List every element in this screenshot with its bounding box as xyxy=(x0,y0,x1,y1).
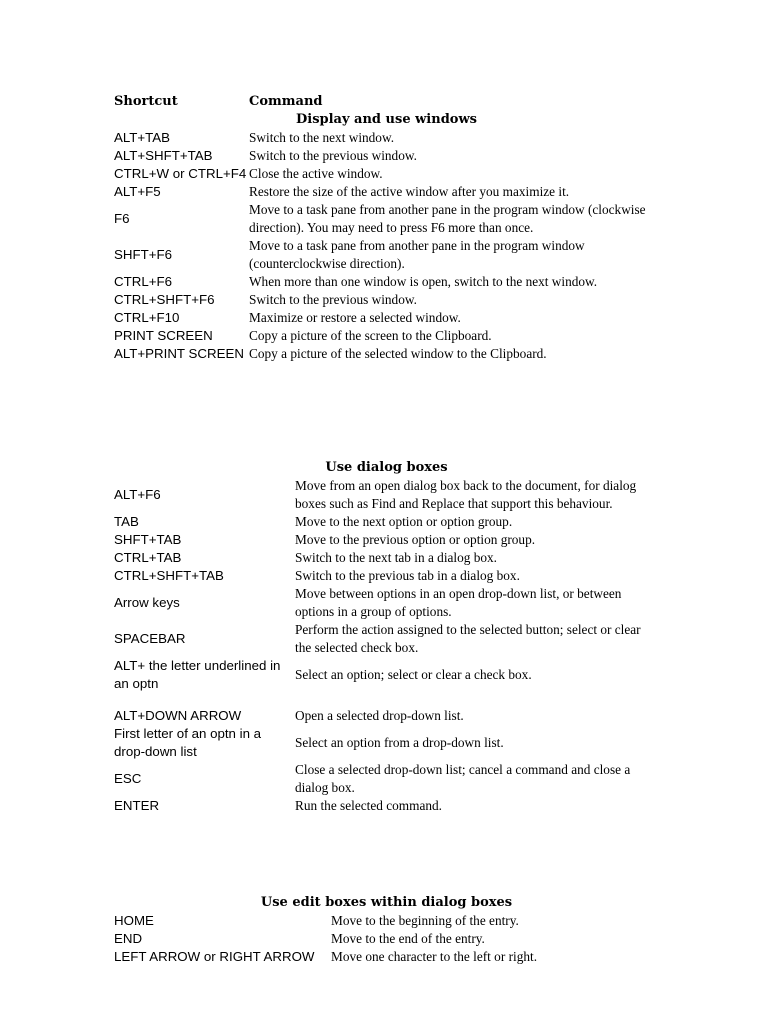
section-heading-row xyxy=(114,111,659,129)
command-text: Switch to the next window. xyxy=(249,130,395,145)
table-row xyxy=(114,948,659,966)
table-row xyxy=(114,291,659,309)
shortcut-key: CTRL+W or CTRL+F4 xyxy=(114,166,247,181)
table-row xyxy=(114,567,659,585)
shortcut-key: CTRL+TAB xyxy=(114,550,182,565)
table-row xyxy=(114,273,659,291)
shortcut-key: SHFT+F6 xyxy=(114,247,172,262)
command-text: Move to the end of the entry. xyxy=(331,931,485,946)
table-row xyxy=(114,621,659,657)
shortcut-key: LEFT ARROW or RIGHT ARROW xyxy=(114,949,315,964)
command-text: Switch to the previous window. xyxy=(249,292,417,307)
shortcut-key: CTRL+F10 xyxy=(114,310,180,325)
table-row xyxy=(114,201,659,237)
table-row xyxy=(114,477,659,513)
table-row xyxy=(114,165,659,183)
command-text: Maximize or restore a selected window. xyxy=(249,310,461,325)
table-row xyxy=(114,930,659,948)
shortcut-key: END xyxy=(114,931,143,946)
table-row xyxy=(114,761,659,797)
command-text: Switch to the previous window. xyxy=(249,148,417,163)
shortcut-table-dialog-boxes xyxy=(114,459,659,815)
table-row xyxy=(114,129,659,147)
shortcut-key: ALT+DOWN ARROW xyxy=(114,708,242,723)
shortcut-key: CTRL+SHFT+TAB xyxy=(114,568,224,583)
command-text: Move one character to the left or right. xyxy=(331,949,538,964)
shortcut-key: HOME xyxy=(114,913,154,928)
table-row xyxy=(114,327,659,345)
shortcut-key: F6 xyxy=(114,211,130,226)
table-row xyxy=(114,531,659,549)
table-row xyxy=(114,912,659,930)
table-row xyxy=(114,513,659,531)
table-row xyxy=(114,585,659,621)
command-text: Restore the size of the active window after you maximize it. xyxy=(249,184,570,199)
command-text: Move to a task pane from another pane in the program window (clockwise direction). You may need to press F6 more than once. xyxy=(249,202,646,235)
command-text: Perform the action assigned to the selected button; select or clear the selected check box. xyxy=(295,622,641,655)
command-text: Move between options in an open drop-down list, or between options in a group of options. xyxy=(295,586,622,619)
table-row xyxy=(114,657,659,693)
command-text: Copy a picture of the selected window to the Clipboard. xyxy=(249,346,547,361)
shortcut-key: TAB xyxy=(114,514,139,529)
shortcut-table-edit-boxes xyxy=(114,894,659,966)
shortcut-key: First letter of an optn in a drop-down list xyxy=(114,726,262,759)
command-column-header: Command xyxy=(249,94,323,109)
table-row xyxy=(114,183,659,201)
command-text: Close a selected drop-down list; cancel a command and close a dialog box. xyxy=(295,762,631,795)
command-text: Copy a picture of the screen to the Clipboard. xyxy=(249,328,492,343)
table-row xyxy=(114,725,659,761)
section-heading-row xyxy=(114,894,659,912)
table-row xyxy=(114,549,659,567)
table-header-row xyxy=(114,93,659,111)
spacer-row xyxy=(114,693,659,707)
shortcut-key: CTRL+SHFT+F6 xyxy=(114,292,215,307)
table-row xyxy=(114,345,659,363)
spacer-cell xyxy=(114,693,659,707)
command-text: Select an option from a drop-down list. xyxy=(295,735,504,750)
command-text: Run the selected command. xyxy=(295,798,442,813)
command-text: Switch to the previous tab in a dialog box. xyxy=(295,568,520,583)
command-text: Open a selected drop-down list. xyxy=(295,708,464,723)
command-text: Move to a task pane from another pane in the program window (counterclockwise direction). xyxy=(249,238,585,271)
command-text: Move from an open dialog box back to the document, for dialog boxes such as Find and Replace that support this behaviour. xyxy=(295,478,637,511)
table-row xyxy=(114,147,659,165)
shortcut-key: ALT+F6 xyxy=(114,487,161,502)
shortcut-key: ALT+ the letter underlined in an optn xyxy=(114,658,281,691)
command-text: Move to the next option or option group. xyxy=(295,514,513,529)
shortcut-table-windows xyxy=(114,93,659,363)
command-text: Switch to the next tab in a dialog box. xyxy=(295,550,498,565)
shortcut-key: Arrow keys xyxy=(114,595,180,610)
shortcut-key: ALT+PRINT SCREEN xyxy=(114,346,244,361)
command-text: Move to the beginning of the entry. xyxy=(331,913,519,928)
table-row xyxy=(114,797,659,815)
shortcut-key: ALT+TAB xyxy=(114,130,171,145)
command-text: Close the active window. xyxy=(249,166,383,181)
shortcut-key: ALT+SHFT+TAB xyxy=(114,148,213,163)
shortcut-key: ENTER xyxy=(114,798,160,813)
section-heading-row xyxy=(114,459,659,477)
shortcut-key: PRINT SCREEN xyxy=(114,328,213,343)
shortcut-key: SPACEBAR xyxy=(114,631,186,646)
table-row xyxy=(114,707,659,725)
shortcut-key: CTRL+F6 xyxy=(114,274,173,289)
table-row xyxy=(114,237,659,273)
section-title-dialog-boxes: Use dialog boxes xyxy=(325,460,448,475)
command-text: Move to the previous option or option group. xyxy=(295,532,536,547)
command-text: When more than one window is open, switch to the next window. xyxy=(249,274,598,289)
shortcut-column-header: Shortcut xyxy=(114,94,178,109)
shortcut-key: ESC xyxy=(114,771,142,786)
section-title-edit-boxes: Use edit boxes within dialog boxes xyxy=(260,895,513,910)
section-title-windows: Display and use windows xyxy=(296,112,477,127)
shortcut-key: SHFT+TAB xyxy=(114,532,182,547)
table-row xyxy=(114,309,659,327)
command-text: Select an option; select or clear a check box. xyxy=(295,667,532,682)
shortcut-key: ALT+F5 xyxy=(114,184,161,199)
